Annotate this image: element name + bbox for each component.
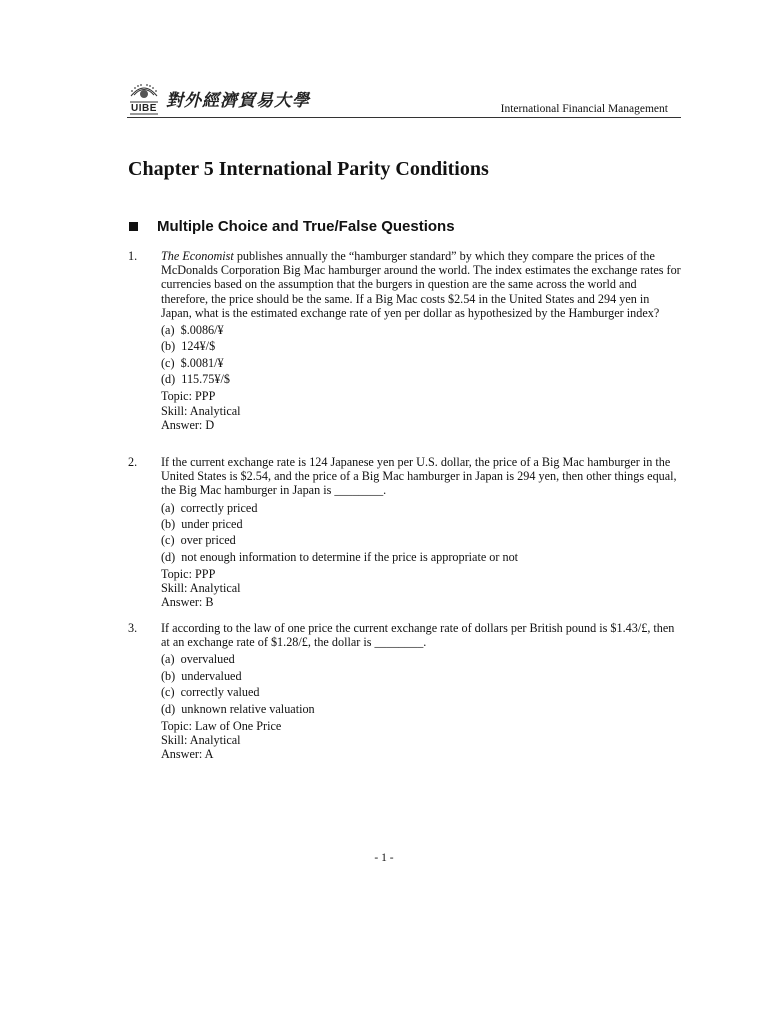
skill: Skill: Analytical	[161, 403, 241, 418]
option-b: (b) under priced	[161, 517, 243, 531]
section-title: Multiple Choice and True/False Questions	[157, 218, 455, 235]
answer: Answer: D	[161, 417, 215, 432]
skill: Skill: Analytical	[161, 581, 241, 596]
university-name-chinese: 對外經濟貿易大學	[166, 91, 310, 111]
option-c: (c) over priced	[161, 533, 236, 548]
option-b: (b) undervalued	[161, 668, 242, 683]
option-b: (b) 124¥/$	[161, 339, 216, 354]
answer: Answer: A	[161, 747, 214, 762]
question-meta	[161, 567, 683, 610]
topic: Topic: PPP	[161, 389, 216, 404]
question-text: publishes annually the “hamburger standard” by which they compare the prices of the McDonalds Corporation Big Mac hamburger around the world. The index estimates the exchange rates for currencies based on the assumption that the burgers in question are the same across the world and therefore, the price should be the same. If a Big Mac costs $2.54 in the United States and 294 yen in Japan, what is the estimated exchange rate of yen per dollar as hypothesized by the Hamburger index?	[161, 249, 681, 320]
course-title: International Financial Management	[500, 103, 668, 115]
topic: Topic: PPP	[161, 566, 216, 581]
question-3	[128, 621, 683, 761]
option-d: (d) not enough information to determine if the price is appropriate or not	[161, 549, 519, 564]
question-text: If the current exchange rate is 124 Japanese yen per U.S. dollar, the price of a Big Mac hamburger in the United States is $2.54, and the price of a Big Mac hamburger in Japan is 294 yen, then other things equal, the Big Mac hamburger in Japan is ________.	[161, 455, 677, 498]
question-text: If according to the law of one price the current exchange rate of dollars per British pound is $1.43/£, then at an exchange rate of $1.28/£, the dollar is ________.	[161, 621, 675, 650]
publication-name: The Economist	[161, 249, 234, 263]
question-meta	[161, 389, 683, 432]
option-a: (a) $.0086/¥	[161, 323, 224, 338]
option-a: (a) overvalued	[161, 652, 235, 667]
page-number: - 1 -	[374, 852, 394, 864]
square-bullet-icon	[129, 222, 138, 231]
question-2	[128, 455, 683, 610]
option-c: (c) $.0081/¥	[161, 355, 224, 370]
topic: Topic: Law of One Price	[161, 718, 282, 733]
option-a: (a) correctly priced	[161, 500, 258, 515]
chapter-title: Chapter 5 International Parity Conditions	[128, 158, 489, 180]
option-c: (c) correctly valued	[161, 685, 260, 700]
option-d: (d) 115.75¥/$	[161, 372, 230, 387]
logo-text: UIBE	[131, 103, 157, 114]
answer: Answer: B	[161, 595, 214, 610]
question-meta	[161, 719, 683, 762]
question-stem	[161, 249, 683, 320]
option-d: (d) unknown relative valuation	[161, 701, 315, 716]
section-heading	[128, 218, 455, 235]
question-1	[128, 249, 683, 432]
question-number: 2.	[128, 455, 138, 469]
question-number: 1.	[128, 249, 138, 263]
question-number: 3.	[128, 621, 138, 635]
header-rule	[127, 117, 681, 118]
skill: Skill: Analytical	[161, 732, 241, 747]
